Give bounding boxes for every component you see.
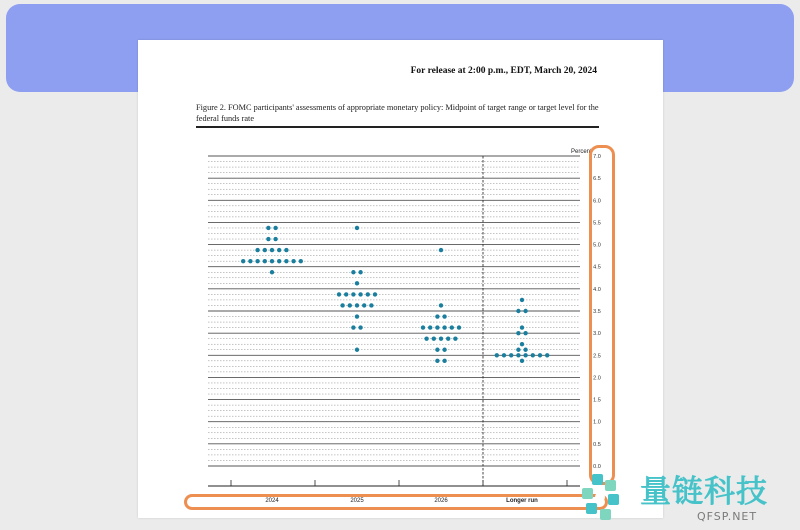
participant-dot (502, 353, 506, 357)
participant-dot (355, 314, 359, 318)
y-tick-label: 2.5 (593, 353, 601, 360)
participant-dot (266, 226, 270, 230)
y-tick-label: 7.0 (593, 154, 601, 160)
participant-dot (457, 325, 461, 329)
participant-dot (266, 237, 270, 241)
participant-dot (255, 259, 259, 263)
participant-dot (369, 303, 373, 307)
participant-dot (351, 270, 355, 274)
y-tick-label: 1.5 (593, 397, 601, 404)
y-tick-label: 5.0 (593, 242, 601, 249)
participant-dot (538, 353, 542, 357)
participant-dot (435, 359, 439, 363)
participant-dot (516, 309, 520, 313)
participant-dot (516, 353, 520, 357)
participant-dot (299, 259, 303, 263)
participant-dot (442, 314, 446, 318)
x-category-label: Longer run (506, 498, 538, 504)
qfsp-logo-icon (578, 472, 630, 524)
participant-dot (373, 292, 377, 296)
participant-dot (340, 303, 344, 307)
participant-dot (439, 303, 443, 307)
participant-dot (270, 248, 274, 252)
x-category-label: 2024 (265, 498, 279, 504)
participant-dot (520, 325, 524, 329)
y-tick-label: 5.5 (593, 220, 601, 227)
y-tick-label: 0.5 (593, 441, 601, 448)
y-tick-label: 2.0 (593, 375, 601, 382)
participant-dot (351, 292, 355, 296)
y-tick-label: 6.5 (593, 176, 601, 183)
participant-dot (355, 303, 359, 307)
participant-dot (270, 259, 274, 263)
participant-dot (358, 325, 362, 329)
participant-dot (241, 259, 245, 263)
participant-dot (442, 359, 446, 363)
participant-dot (446, 336, 450, 340)
participant-dot (355, 281, 359, 285)
participant-dot (435, 348, 439, 352)
participant-dot (442, 325, 446, 329)
participant-dot (545, 353, 549, 357)
participant-dot (284, 259, 288, 263)
participant-dot (337, 292, 341, 296)
y-tick-label: 3.5 (593, 309, 601, 315)
release-line: For release at 2:00 p.m., EDT, March 20, 2024 (410, 66, 597, 76)
participant-dot (531, 353, 535, 357)
participant-dot (523, 353, 527, 357)
participant-dot (263, 259, 267, 263)
participant-dot (421, 325, 425, 329)
participant-dot (428, 325, 432, 329)
participant-dot (273, 237, 277, 241)
participant-dot (255, 248, 259, 252)
participant-dot (351, 325, 355, 329)
participant-dot (291, 259, 295, 263)
y-tick-label: 6.0 (593, 198, 601, 205)
participant-dot (248, 259, 252, 263)
watermark-subtext: QFSP.NET (697, 510, 758, 523)
y-axis-highlight (589, 145, 615, 485)
y-tick-label: 4.5 (593, 264, 601, 271)
participant-dot (348, 303, 352, 307)
participant-dot (439, 336, 443, 340)
y-tick-label: 3.0 (593, 331, 601, 338)
participant-dot (523, 348, 527, 352)
y-tick-label: 0.0 (593, 464, 601, 470)
participant-dot (355, 226, 359, 230)
x-axis-highlight (184, 494, 608, 510)
participant-dot (520, 359, 524, 363)
y-axis-label: Percent (571, 149, 592, 155)
participant-dot (277, 259, 281, 263)
participant-dot (453, 336, 457, 340)
x-category-label: 2026 (434, 498, 448, 504)
participant-dot (277, 248, 281, 252)
participant-dot (358, 270, 362, 274)
participant-dot (263, 248, 267, 252)
participant-dot (366, 292, 370, 296)
participant-dot (439, 248, 443, 252)
participant-dot (362, 303, 366, 307)
participant-dot (520, 342, 524, 346)
y-tick-label: 4.0 (593, 286, 601, 293)
participant-dot (432, 336, 436, 340)
participant-dot (284, 248, 288, 252)
figure-caption: Figure 2. FOMC participants' assessments of appropriate monetary policy: Midpoint of target range or target level for the federal funds rate (196, 103, 599, 123)
participant-dot (523, 309, 527, 313)
participant-dot (435, 314, 439, 318)
participant-dot (520, 298, 524, 302)
participant-dot (523, 331, 527, 335)
watermark-text: 量链科技 (640, 474, 768, 510)
y-tick-label: 1.0 (593, 419, 601, 426)
participant-dot (435, 325, 439, 329)
participant-dot (270, 270, 274, 274)
participant-dot (450, 325, 454, 329)
participant-dot (355, 348, 359, 352)
participant-dot (516, 331, 520, 335)
participant-dot (495, 353, 499, 357)
x-category-label: 2025 (350, 498, 364, 504)
participant-dot (273, 226, 277, 230)
participant-dot (442, 348, 446, 352)
participant-dot (424, 336, 428, 340)
participant-dot (509, 353, 513, 357)
participant-dot (358, 292, 362, 296)
participant-dot (344, 292, 348, 296)
participant-dot (516, 348, 520, 352)
